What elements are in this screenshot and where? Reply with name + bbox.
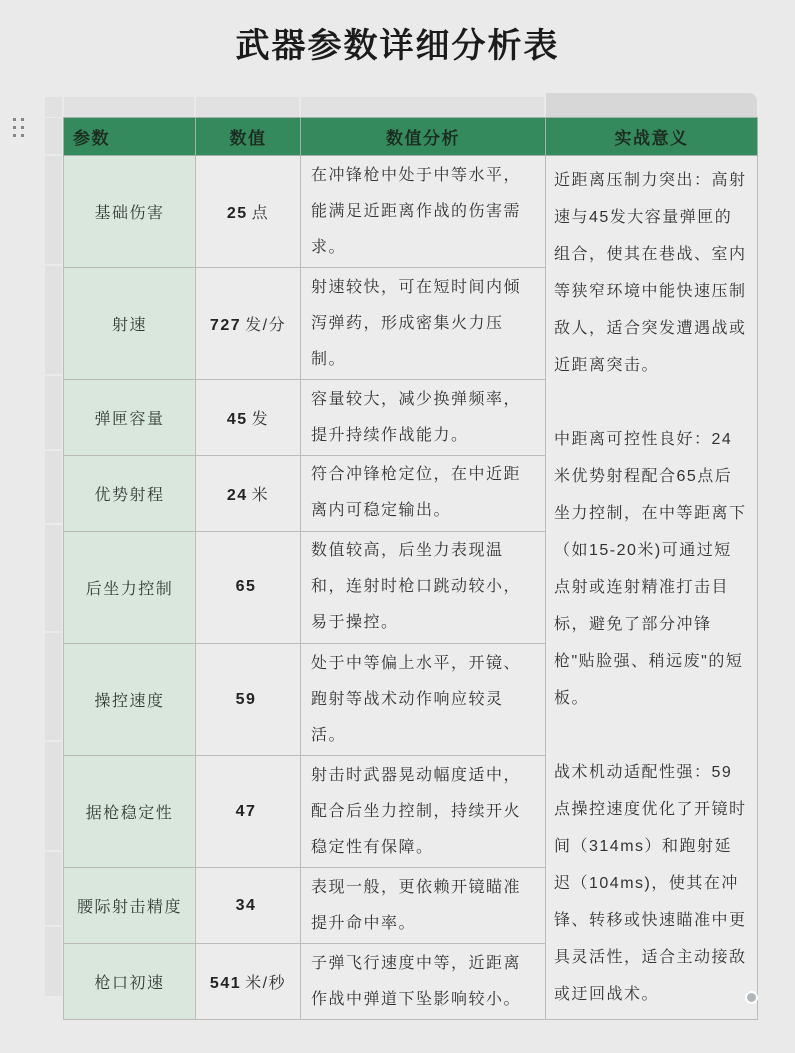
value-unit: 米/秒	[245, 975, 287, 993]
param-cell[interactable]: 后坐力控制	[64, 531, 196, 643]
value-unit: 发	[251, 411, 270, 429]
param-cell[interactable]: 优势射程	[64, 456, 196, 532]
analysis-cell[interactable]: 在冲锋枪中处于中等水平，能满足近距离作战的伤害需求。	[301, 156, 546, 268]
header-analysis[interactable]: 数值分析	[301, 118, 546, 156]
value-cell[interactable]	[196, 456, 301, 532]
value-cell[interactable]	[196, 644, 301, 756]
header-param[interactable]: 参数	[64, 118, 196, 156]
analysis-cell[interactable]: 表现一般，更依赖开镜瞄准提升命中率。	[301, 868, 546, 944]
table-row	[64, 156, 758, 268]
value-number: 24	[226, 486, 248, 504]
drag-handle-icon[interactable]	[13, 118, 24, 137]
analysis-cell[interactable]: 射速较快，可在短时间内倾泻弹药，形成密集火力压制。	[301, 268, 546, 380]
page-title: 武器参数详细分析表	[235, 27, 560, 65]
value-number: 541	[209, 975, 242, 993]
value-cell[interactable]	[196, 380, 301, 456]
value-number: 727	[209, 317, 242, 335]
row-grip-8[interactable]	[45, 852, 62, 925]
param-cell[interactable]: 基础伤害	[64, 156, 196, 268]
table-zone	[45, 93, 759, 1008]
value-cell[interactable]	[196, 756, 301, 868]
value-cell[interactable]	[196, 156, 301, 268]
value-number: 25	[226, 205, 248, 223]
analysis-cell[interactable]: 数值较高，后坐力表现温和，连射时枪口跳动较小，易于操控。	[301, 531, 546, 643]
value-number: 45	[226, 411, 248, 429]
value-number: 34	[235, 896, 257, 914]
header-row	[64, 118, 758, 156]
value-cell[interactable]	[196, 944, 301, 1020]
table-resize-handle[interactable]	[745, 991, 758, 1004]
row-grip-7[interactable]	[45, 742, 62, 850]
analysis-cell[interactable]: 子弹飞行速度中等，近距离作战中弹道下坠影响较小。	[301, 944, 546, 1020]
significance-paragraph: 战术机动适配性强：59点操控速度优化了开镜时间（314ms）和跑射延迟（104ms)，使其在冲锋、转移或快速瞄准中更具灵活性，适合主动接敌或迂回战术。	[554, 764, 747, 1003]
significance-paragraph: 近距离压制力突出：高射速与45发大容量弹匣的组合，使其在巷战、室内等狭窄环境中能快速压制敌人，适合突发遭遇战或近距离突击。	[554, 172, 747, 374]
table-corner-grip[interactable]	[45, 97, 62, 117]
row-grip-6[interactable]	[45, 633, 62, 740]
param-cell[interactable]: 弹匣容量	[64, 380, 196, 456]
value-cell[interactable]	[196, 531, 301, 643]
value-number: 47	[235, 802, 257, 820]
value-cell[interactable]	[196, 868, 301, 944]
row-grip-header[interactable]	[45, 118, 62, 154]
analysis-cell[interactable]: 处于中等偏上水平，开镜、跑射等战术动作响应较灵活。	[301, 644, 546, 756]
param-cell[interactable]: 枪口初速	[64, 944, 196, 1020]
value-cell[interactable]	[196, 268, 301, 380]
param-cell[interactable]: 操控速度	[64, 644, 196, 756]
value-unit: 发/分	[245, 317, 287, 335]
weapon-params-table	[63, 117, 758, 1020]
column-grip-1[interactable]	[64, 97, 194, 117]
header-value[interactable]: 数值	[196, 118, 301, 156]
value-unit: 米	[251, 486, 270, 504]
row-grip-4[interactable]	[45, 451, 62, 523]
row-grip-9[interactable]	[45, 927, 62, 996]
header-significance[interactable]: 实战意义	[546, 118, 758, 156]
param-cell[interactable]: 据枪稳定性	[64, 756, 196, 868]
param-cell[interactable]: 腰际射击精度	[64, 868, 196, 944]
analysis-cell[interactable]: 容量较大，减少换弹频率，提升持续作战能力。	[301, 380, 546, 456]
row-grip-3[interactable]	[45, 376, 62, 449]
significance-cell[interactable]	[546, 156, 758, 1020]
row-grip-1[interactable]	[45, 156, 62, 264]
param-cell[interactable]: 射速	[64, 268, 196, 380]
column-grip-2[interactable]	[196, 97, 299, 117]
column-grip-3[interactable]	[301, 97, 544, 117]
value-number: 65	[235, 578, 257, 596]
value-number: 59	[235, 690, 257, 708]
analysis-cell[interactable]: 射击时武器晃动幅度适中，配合后坐力控制，持续开火稳定性有保障。	[301, 756, 546, 868]
row-grip-5[interactable]	[45, 525, 62, 631]
value-unit: 点	[251, 205, 270, 223]
row-grip-2[interactable]	[45, 266, 62, 374]
analysis-cell[interactable]: 符合冲锋枪定位，在中近距离内可稳定输出。	[301, 456, 546, 532]
significance-paragraph: 中距离可控性良好：24米优势射程配合65点后坐力控制，在中等距离下（如15-20米)可通过短点射或连射精准打击目标，避免了部分冲锋枪"贴脸强、稍远废"的短板。	[554, 431, 747, 707]
column-grip-4[interactable]	[546, 93, 757, 117]
